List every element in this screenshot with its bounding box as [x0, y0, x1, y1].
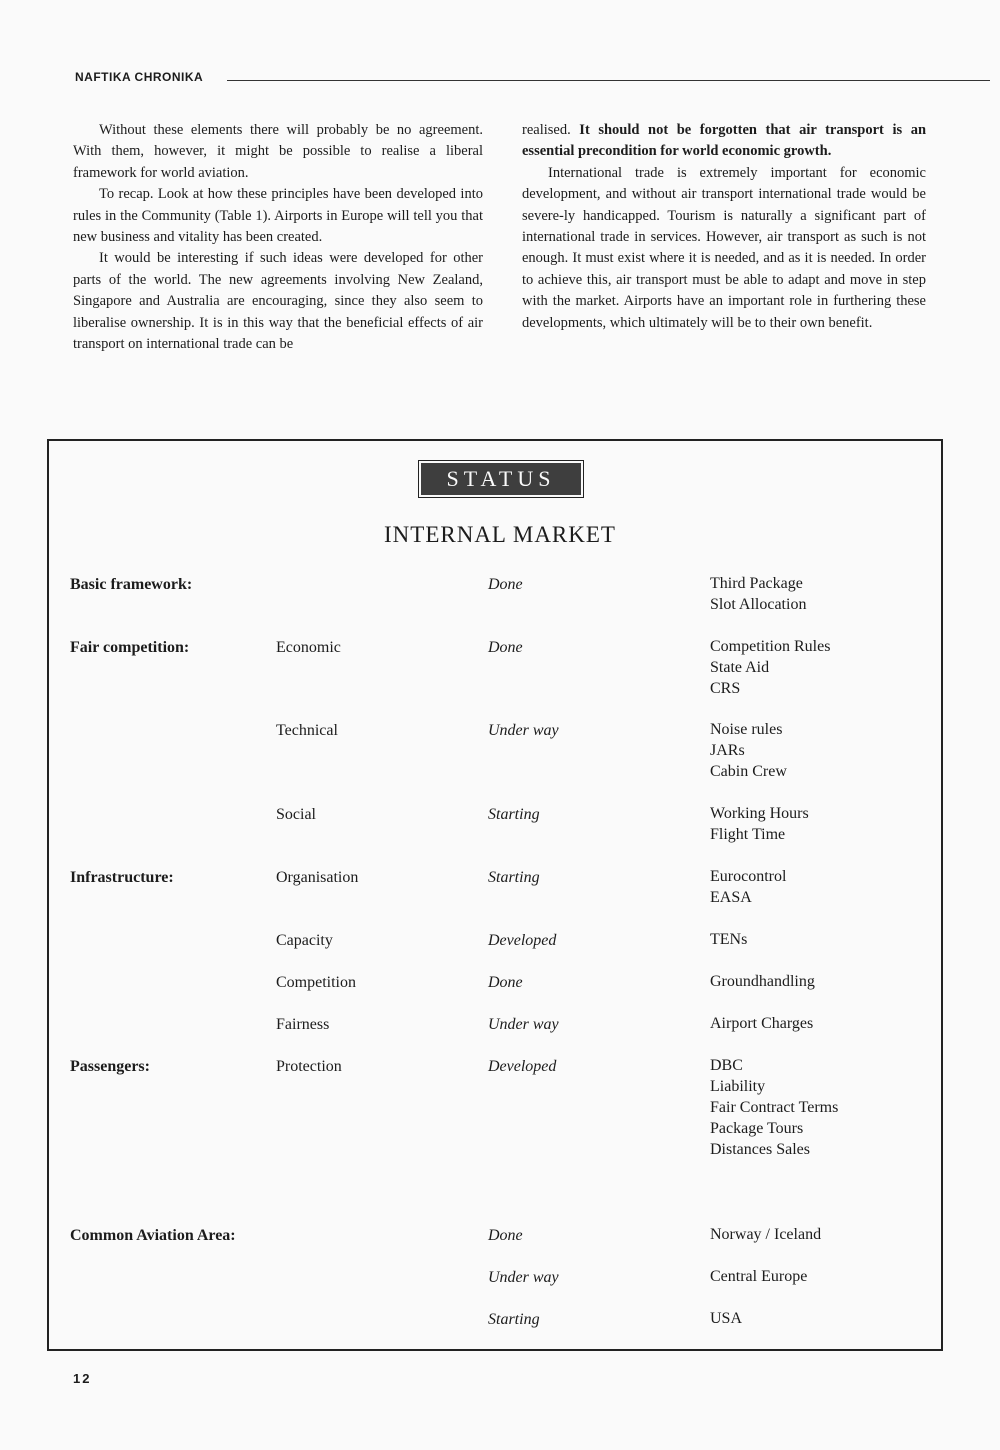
page-number: 12 — [73, 1371, 92, 1386]
row-subcategory: Capacity — [276, 932, 333, 949]
row-item: CRS — [710, 680, 741, 697]
row-status: Done — [488, 576, 523, 593]
table-heading: INTERNAL MARKET — [384, 522, 616, 547]
row-item: Slot Allocation — [710, 596, 807, 613]
row-status: Starting — [488, 806, 540, 823]
row-item: Distances Sales — [710, 1141, 810, 1158]
row-subcategory: Economic — [276, 639, 341, 656]
publication-title: NAFTIKA CHRONIKA — [75, 70, 204, 84]
article-column-right — [522, 120, 926, 334]
article-column-left — [73, 120, 483, 355]
row-item: EASA — [710, 889, 752, 906]
row-item: Cabin Crew — [710, 763, 787, 780]
row-items — [710, 803, 809, 845]
row-item: DBC — [710, 1057, 743, 1074]
row-item: USA — [710, 1310, 743, 1327]
row-subcategory: Social — [276, 806, 316, 823]
row-status: Developed — [488, 1058, 557, 1075]
row-status: Under way — [488, 722, 559, 739]
row-items — [710, 1055, 838, 1160]
row-item: Airport Charges — [710, 1015, 814, 1032]
row-items — [710, 971, 815, 992]
row-item: Fair Contract Terms — [710, 1099, 839, 1116]
paragraph: To recap. Look at how these principles have been developed into rules in the Community (Table 1). Airports in Europe will tell you that new business and vitality has been created. — [73, 186, 483, 246]
continued-text: realised. — [522, 122, 571, 138]
row-status: Done — [488, 974, 523, 991]
row-items — [710, 1308, 742, 1329]
row-item: Package Tours — [710, 1120, 804, 1137]
row-items — [710, 1266, 807, 1287]
row-items — [710, 1224, 821, 1245]
emphasis-text: It should not be forgotten that air transport is an essential precondition for world economic growth. — [522, 122, 927, 160]
running-header — [75, 70, 990, 90]
row-status: Starting — [488, 1311, 540, 1328]
row-item: TENs — [710, 931, 748, 948]
row-status: Under way — [488, 1016, 559, 1033]
row-item: Groundhandling — [710, 973, 815, 990]
row-category: Infrastructure: — [70, 869, 174, 886]
row-item: Competition Rules — [710, 638, 831, 655]
row-status: Done — [488, 639, 523, 656]
row-items — [710, 636, 830, 699]
row-item: Working Hours — [710, 805, 809, 822]
row-status: Done — [488, 1227, 523, 1244]
row-category: Basic framework: — [70, 576, 193, 593]
row-status: Under way — [488, 1269, 559, 1286]
row-item: Liability — [710, 1078, 766, 1095]
row-category: Fair competition: — [70, 639, 190, 656]
row-subcategory: Protection — [276, 1058, 342, 1075]
row-items — [710, 1013, 813, 1034]
row-category: Common Aviation Area: — [70, 1227, 236, 1244]
row-item: Central Europe — [710, 1268, 808, 1285]
row-items — [710, 866, 786, 908]
row-item: Eurocontrol — [710, 868, 787, 885]
row-subcategory: Technical — [276, 722, 338, 739]
row-items — [710, 929, 747, 950]
paragraph: International trade is extremely important for economic development, and without air transport international trade would be severe-ly handicapped. Tourism is naturally a significant part of international trade in services. However, air transport as such is not enough. It must exist where it is needed, and as it is needed. In order to achieve this, air transport must be able to adapt and move in step with the market. Airports have an important role in furthering these developments, which ultimately will be to their own benefit. — [522, 164, 926, 331]
row-subcategory: Fairness — [276, 1016, 330, 1033]
row-item: Third Package — [710, 575, 803, 592]
row-item: Flight Time — [710, 826, 786, 843]
row-item: Noise rules — [710, 721, 783, 738]
header-rule — [227, 80, 990, 81]
row-status: Developed — [488, 932, 557, 949]
row-status: Starting — [488, 869, 540, 886]
row-items — [710, 573, 806, 615]
row-items — [710, 719, 787, 782]
paragraph: Without these elements there will probably be no agreement. With them, however, it might be possible to realise a liberal framework for world aviation. — [73, 122, 483, 181]
paragraph-continued — [522, 120, 926, 163]
status-banner: STATUS — [421, 463, 581, 495]
row-item: State Aid — [710, 659, 770, 676]
row-subcategory: Organisation — [276, 869, 359, 886]
row-item: Norway / Iceland — [710, 1226, 822, 1243]
row-item: JARs — [710, 742, 745, 759]
paragraph: It would be interesting if such ideas were developed for other parts of the world. The new agreements involving New Zealand, Singapore and Australia are encouraging, since they also seem to liberalise ownership. It is in this way that the beneficial effects of air transport on international trade can be — [73, 250, 483, 353]
row-subcategory: Competition — [276, 974, 356, 991]
row-category: Passengers: — [70, 1058, 150, 1075]
